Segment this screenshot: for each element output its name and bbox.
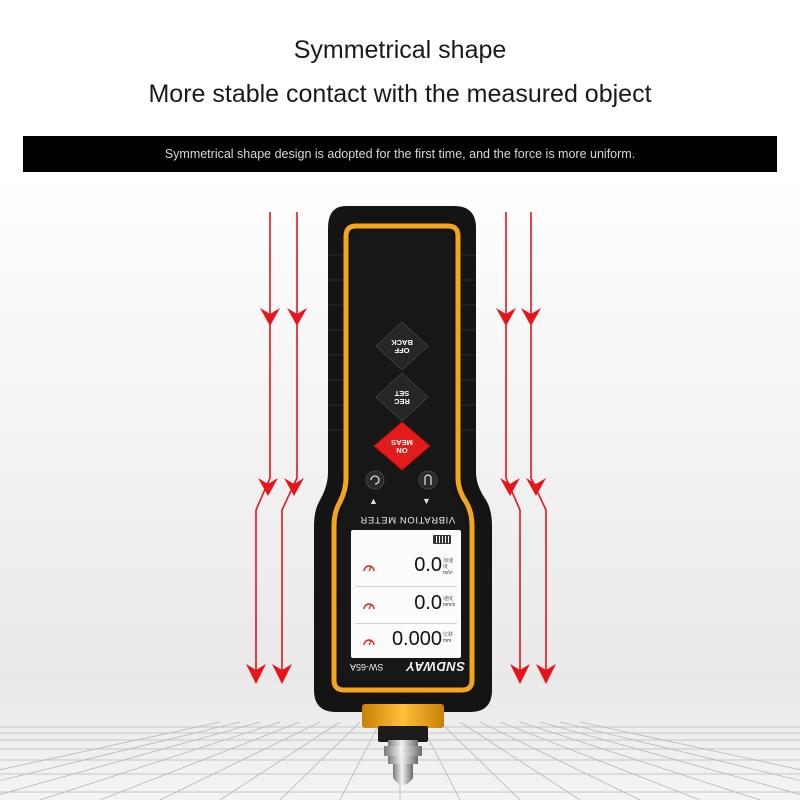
screen-divider <box>355 623 457 624</box>
velocity-unit: 速度 mm/s <box>443 596 456 608</box>
on-label: ON <box>396 446 408 455</box>
screen-divider <box>355 586 457 587</box>
on-meas-button-label <box>382 438 422 454</box>
device-name-label: VIBRATION METER <box>359 514 456 525</box>
headline-secondary: More stable contact with the measured object <box>148 80 652 108</box>
gauge-icon <box>363 636 375 646</box>
vibration-meter-device <box>314 206 492 785</box>
velocity-value: 0.0 <box>414 592 442 614</box>
reading-displacement <box>357 628 457 656</box>
back-label: BACK <box>391 338 413 347</box>
force-arrows-right <box>506 212 546 680</box>
brand-model-label <box>350 658 465 676</box>
brand-logo: SNDWAY <box>405 659 465 675</box>
reading-acceleration <box>357 554 457 582</box>
rec-label: REC <box>394 397 410 406</box>
acceleration-unit: 加速度 m/s² <box>443 558 454 576</box>
probe-base <box>378 726 428 742</box>
rec-set-button-label <box>382 389 422 405</box>
lcd-screen <box>351 530 461 658</box>
off-back-button-label <box>382 338 422 354</box>
probe-nut <box>384 746 422 756</box>
headline-primary: Symmetrical shape <box>293 36 507 64</box>
displacement-unit: 位移 mm <box>443 632 454 644</box>
gauge-icon <box>363 600 375 610</box>
gauge-icon <box>363 562 375 572</box>
left-arrow-icon: ▲ <box>369 496 378 506</box>
right-round-button[interactable] <box>419 471 437 489</box>
caption-banner-text: Symmetrical shape design is adopted for the first time, and the force is more uniform. <box>164 147 636 161</box>
force-arrows-left <box>256 212 297 680</box>
right-arrow-icon: ▼ <box>422 496 431 506</box>
reading-velocity <box>357 592 457 620</box>
displacement-value: 0.000 <box>391 628 442 650</box>
probe-collar <box>362 704 444 728</box>
set-label: SET <box>394 389 410 398</box>
probe-tip <box>393 764 413 785</box>
left-round-button[interactable] <box>366 471 384 489</box>
meas-label: MEAS <box>391 438 413 447</box>
off-label: OFF <box>394 346 410 355</box>
model-number: SW-65A <box>350 662 384 672</box>
battery-icon <box>433 535 451 544</box>
acceleration-value: 0.0 <box>414 554 442 576</box>
